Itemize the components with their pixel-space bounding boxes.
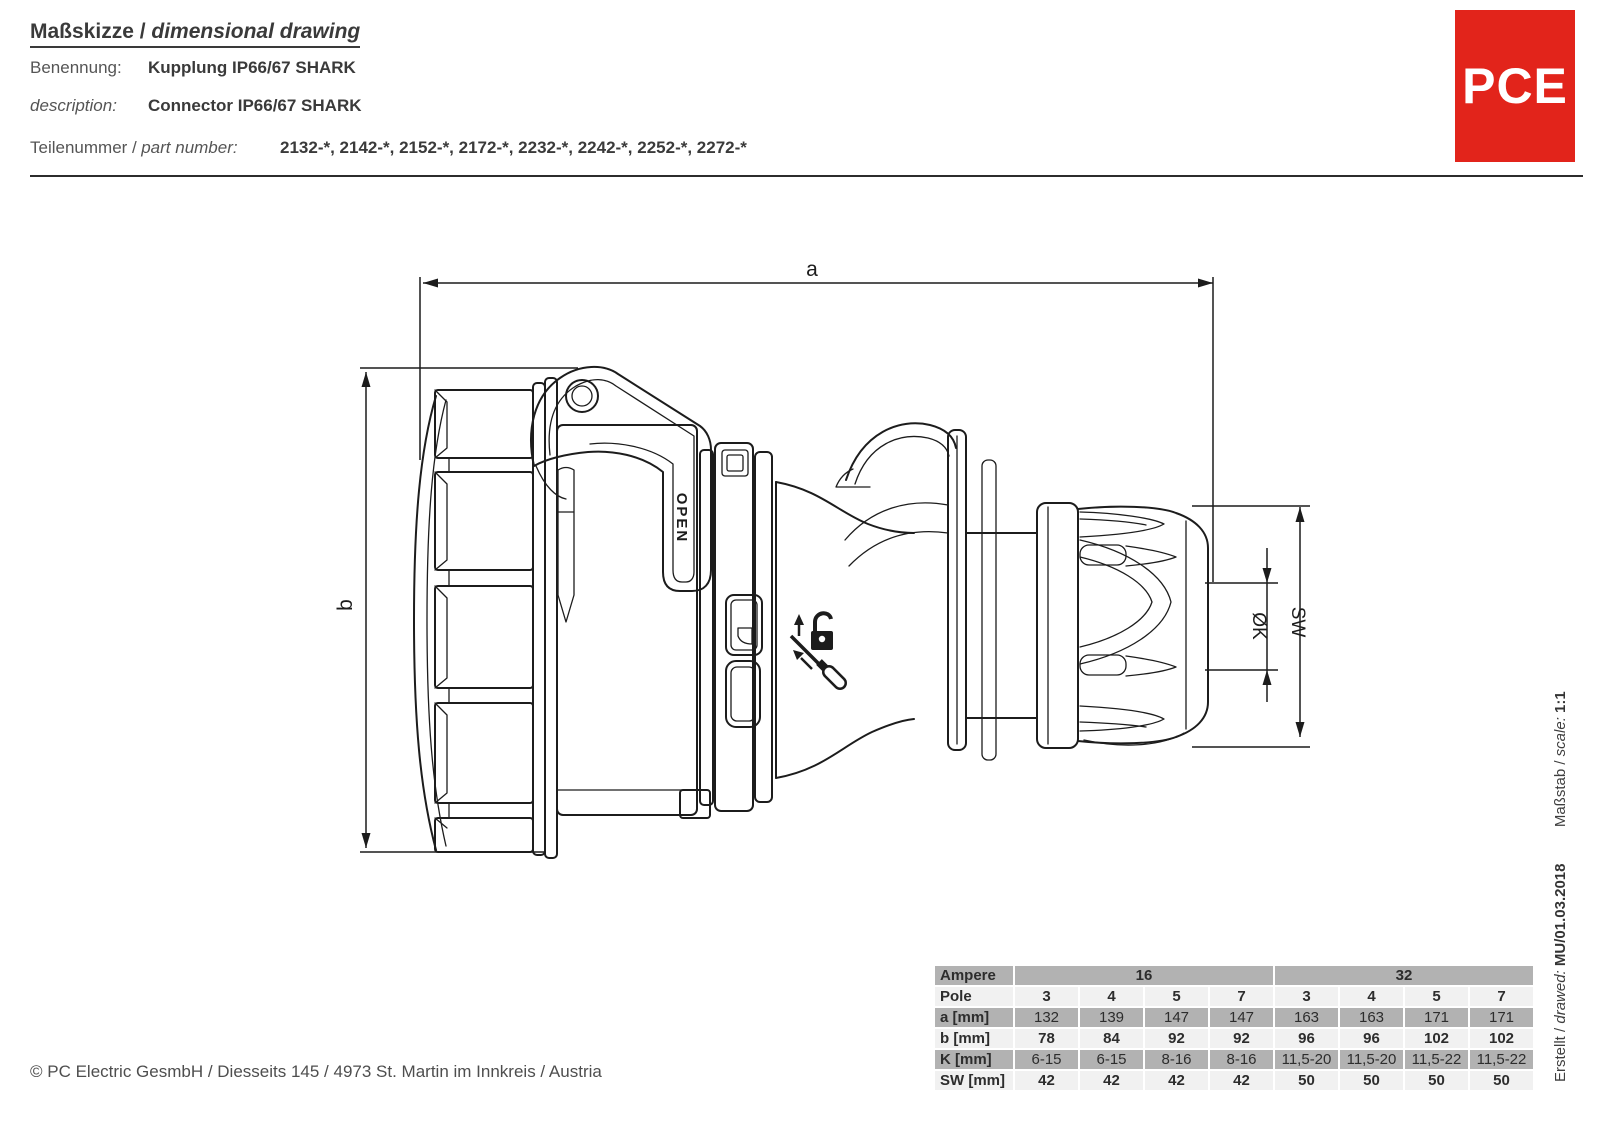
teilenummer-label: Teilenummer / <box>30 138 137 157</box>
table-cell: 7 <box>1210 987 1273 1006</box>
part-number-label: part number: <box>141 138 238 157</box>
massstab-label: Maßstab / <box>1552 760 1569 828</box>
table-cell: 147 <box>1210 1008 1273 1027</box>
table-cell: 102 <box>1470 1029 1533 1048</box>
bow-handle <box>836 423 996 760</box>
table-cell: 6-15 <box>1015 1050 1078 1069</box>
table-row-label-a: a [mm] <box>935 1008 1013 1027</box>
table-cell: 171 <box>1405 1008 1468 1027</box>
table-row-label-sw: SW [mm] <box>935 1071 1013 1090</box>
table-cell: 50 <box>1340 1071 1403 1090</box>
description-value: Connector IP66/67 SHARK <box>148 96 362 115</box>
benennung-value: Kupplung IP66/67 SHARK <box>148 58 356 77</box>
table-group-32: 32 <box>1275 966 1533 985</box>
body-cylinder <box>966 533 1037 718</box>
table-cell: 6-15 <box>1080 1050 1143 1069</box>
dimension-k <box>1205 548 1278 702</box>
table-cell: 96 <box>1340 1029 1403 1048</box>
dimensions-table <box>935 966 1533 1090</box>
table-cell: 11,5-20 <box>1340 1050 1403 1069</box>
benennung-label: Benennung: <box>30 58 122 77</box>
dimension-a <box>420 258 1213 582</box>
hinge-hole <box>566 380 598 412</box>
table-cell: 42 <box>1210 1071 1273 1090</box>
table-cell: 171 <box>1470 1008 1533 1027</box>
grip-teeth <box>435 390 533 852</box>
coupling-ring <box>414 378 557 858</box>
table-cell: 163 <box>1275 1008 1338 1027</box>
table-row-label-pole: Pole <box>935 987 1013 1006</box>
table-cell: 78 <box>1015 1029 1078 1048</box>
table-row-label-k: K [mm] <box>935 1050 1013 1069</box>
table-cell: 102 <box>1405 1029 1468 1048</box>
part-number-value: 2132-*, 2142-*, 2152-*, 2172-*, 2232-*, 2242-*, 2252-*, 2272-* <box>280 138 747 157</box>
table-row-label-b: b [mm] <box>935 1029 1013 1048</box>
table-cell: 5 <box>1405 987 1468 1006</box>
dim-a-label: a <box>806 258 818 281</box>
up-arrow-icon <box>794 614 804 636</box>
drawed-label: drawed: <box>1552 970 1569 1024</box>
description-label: description: <box>30 96 117 115</box>
body-cone <box>776 482 948 778</box>
unlock-padlock-icon <box>811 613 833 650</box>
shark-teeth <box>1080 512 1184 745</box>
table-cell: 42 <box>1080 1071 1143 1090</box>
open-label: OPEN <box>673 492 690 544</box>
table-cell: 139 <box>1080 1008 1143 1027</box>
dimension-b <box>334 368 578 852</box>
title-english: dimensional drawing <box>151 20 361 43</box>
scale-value: 1:1 <box>1552 691 1569 713</box>
pce-logo-text: PCE <box>1462 58 1568 114</box>
table-cell: 50 <box>1470 1071 1533 1090</box>
copyright-footer: © PC Electric GesmbH / Diesseits 145 / 4973 St. Martin im Innkreis / Austria <box>30 1062 602 1081</box>
table-cell: 42 <box>1145 1071 1208 1090</box>
erstellt-label: Erstellt / <box>1552 1027 1569 1082</box>
table-cell: 4 <box>1340 987 1403 1006</box>
table-cell: 163 <box>1340 1008 1403 1027</box>
table-cell: 11,5-22 <box>1405 1050 1468 1069</box>
table-cell: 50 <box>1275 1071 1338 1090</box>
title-german: Maßskizze / <box>30 20 146 43</box>
table-group-16: 16 <box>1015 966 1273 985</box>
table-cell: 5 <box>1145 987 1208 1006</box>
table-header-ampere: Ampere <box>935 966 1013 985</box>
table-cell: 8-16 <box>1145 1050 1208 1069</box>
table-cell: 92 <box>1145 1029 1208 1048</box>
latch-button-lower <box>726 661 760 727</box>
scale-label: scale: <box>1552 717 1569 757</box>
table-cell: 42 <box>1015 1071 1078 1090</box>
table-cell: 11,5-20 <box>1275 1050 1338 1069</box>
table-cell: 92 <box>1210 1029 1273 1048</box>
table-cell: 4 <box>1080 987 1143 1006</box>
dim-k-label: ØK <box>1248 612 1269 640</box>
cable-gland <box>1037 503 1208 748</box>
table-cell: 8-16 <box>1210 1050 1273 1069</box>
table-cell: 147 <box>1145 1008 1208 1027</box>
table-cell: 96 <box>1275 1029 1338 1048</box>
dim-sw-label: SW <box>1287 606 1308 638</box>
latch-button-upper <box>726 595 762 655</box>
dim-b-label: b <box>334 599 357 611</box>
table-cell: 84 <box>1080 1029 1143 1048</box>
table-cell: 50 <box>1405 1071 1468 1090</box>
sealing-pin <box>558 468 574 623</box>
housing <box>557 425 710 818</box>
table-cell: 7 <box>1470 987 1533 1006</box>
drawed-value: MU/01.03.2018 <box>1552 863 1569 967</box>
table-cell: 132 <box>1015 1008 1078 1027</box>
table-cell: 3 <box>1275 987 1338 1006</box>
table-cell: 3 <box>1015 987 1078 1006</box>
table-cell: 11,5-22 <box>1470 1050 1533 1069</box>
